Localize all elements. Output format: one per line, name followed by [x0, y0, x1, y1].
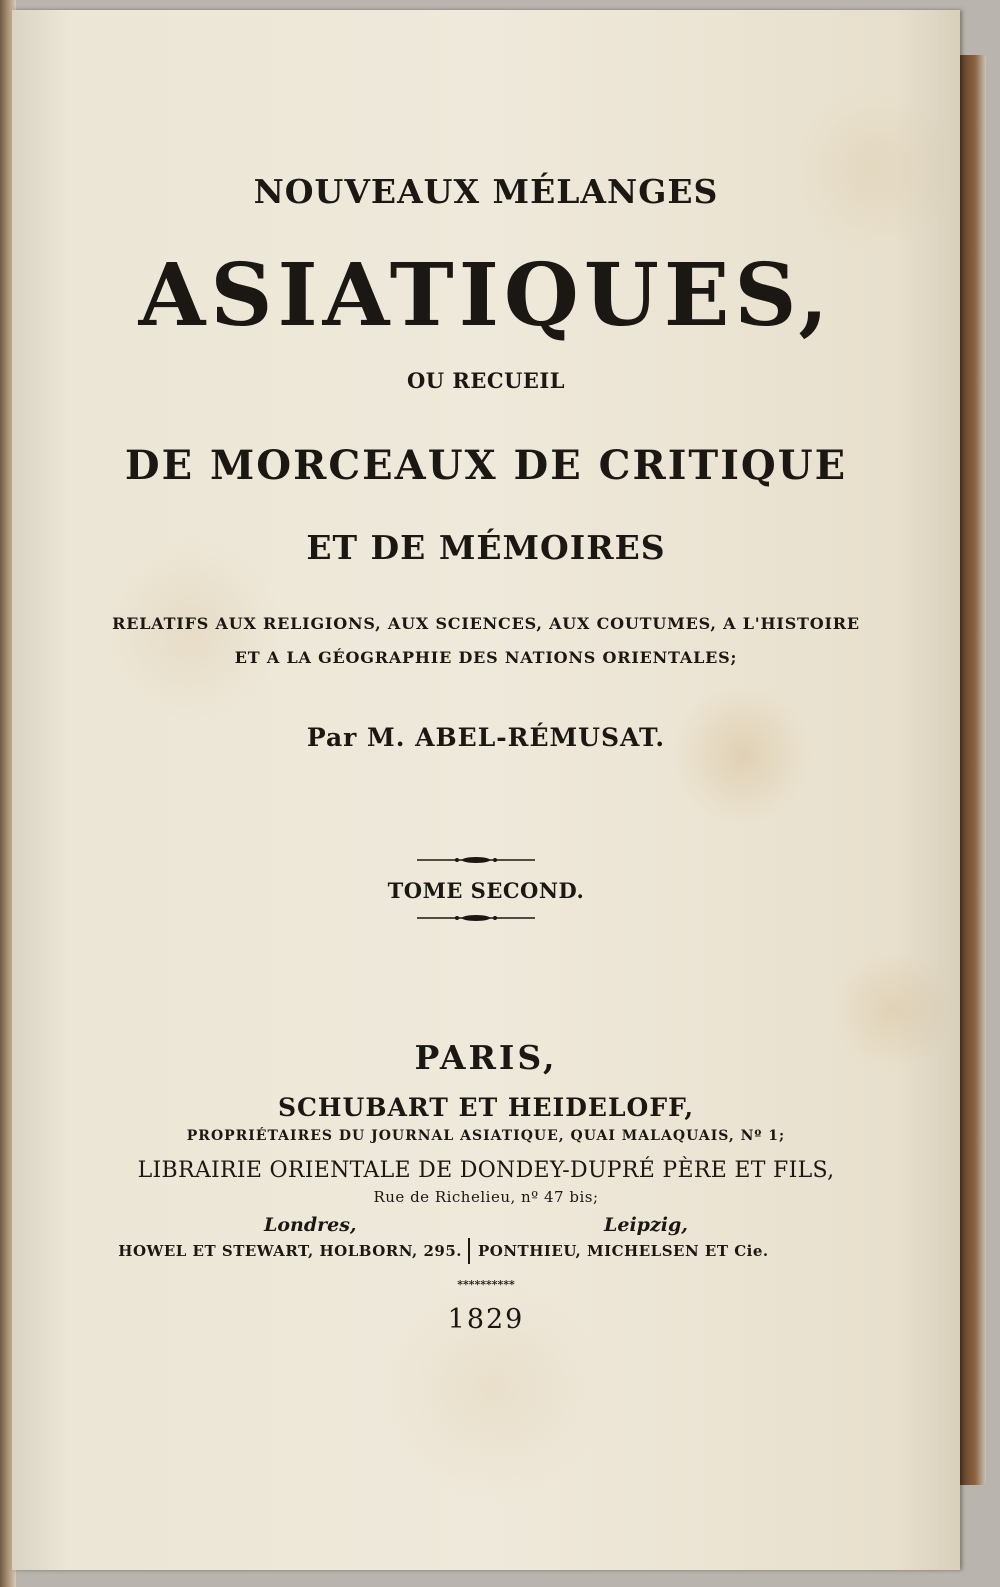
subheading: OU RECUEIL — [407, 368, 565, 393]
leipzig-publisher: PONTHIEU, MICHELSEN ET Cie. — [478, 1242, 769, 1260]
imprint-city: PARIS, — [414, 1038, 558, 1077]
line-geographie: ET A LA GÉOGRAPHIE DES NATIONS ORIENTALES; — [234, 648, 738, 667]
line-relatifs: RELATIFS AUX RELIGIONS, AUX SCIENCES, AUX COUTUMES, A L'HISTOIRE — [112, 614, 860, 633]
title-page — [12, 10, 960, 1570]
london-publisher: HOWEL ET STEWART, HOLBORN, 295. — [118, 1242, 462, 1260]
ornament-rule-top — [417, 855, 535, 865]
leipzig-label: Leipzig, — [604, 1214, 688, 1236]
publication-year: 1829 — [447, 1304, 525, 1335]
line-morceaux: DE MORCEAUX DE CRITIQUE — [124, 442, 848, 489]
ornament-rule-bottom — [417, 913, 535, 923]
publisher-name: SCHUBART ET HEIDELOFF, — [277, 1093, 695, 1122]
publisher-note: PROPRIÉTAIRES DU JOURNAL ASIATIQUE, QUAI MALAQUAIS, Nº 1; — [186, 1128, 786, 1144]
author-line: Par M. ABEL-RÉMUSAT. — [306, 723, 666, 752]
bookshop-name: LIBRAIRIE ORIENTALE DE DONDEY-DUPRÉ PÈRE ET FILS, — [137, 1158, 835, 1183]
bookshop-address: Rue de Richelieu, nº 47 bis; — [373, 1188, 599, 1206]
london-label: Londres, — [264, 1214, 357, 1236]
heading-large: ASIATIQUES, — [138, 245, 834, 346]
star-rule: ********** — [457, 1278, 515, 1291]
imprint-divider — [468, 1238, 470, 1264]
heading-small: NOUVEAUX MÉLANGES — [253, 172, 719, 211]
line-memoires: ET DE MÉMOIRES — [306, 528, 666, 567]
volume-label: TOME SECOND. — [387, 878, 585, 903]
